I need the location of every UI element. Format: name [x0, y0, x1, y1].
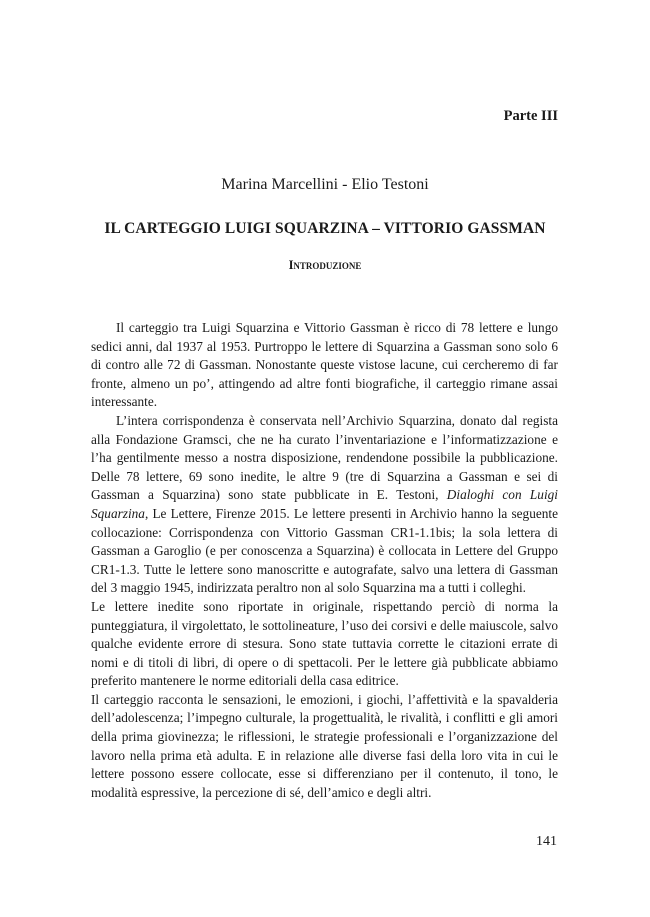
- paragraph-2-text-b: , Le Lettere, Firenze 2015. Le lettere presenti in Archivio hanno la seguente collocazione: Corrispondenza con Vittorio Gassman CR1-1.1bis; la sola lettera di Gassman a Garoglio (e per conoscenza a Squarzina) è collocata in Lettere del Gruppo CR1-1.3. Tutte le lettere sono manoscritte e autografate, salvo una lettera di Gassman del 3 maggio 1945, indirizzata peraltro non al solo Squarzina ma a tutti i colleghi.: [91, 505, 558, 596]
- body-text: [91, 319, 558, 802]
- part-heading: Parte III: [503, 108, 558, 124]
- paragraph-1: Il carteggio tra Luigi Squarzina e Vittorio Gassman è ricco di 78 lettere e lungo sedici anni, dal 1937 al 1953. Purtroppo le lettere di Squarzina a Gassman sono solo 6 di contro alle 72 di Gassman. Nonostante queste vistose lacune, cui cercheremo di far fronte, almeno un po’, attingendo ad altre fonti biografiche, il carteggio rimane assai interessante.: [91, 320, 558, 410]
- paragraph-3: Le lettere inedite sono riportate in originale, rispettando perciò di norma la punteggiatura, il virgolettato, le sottolineature, l’uso dei corsivi e delle maiuscole, salvo qualche evidente errore di stesura. Sono state tuttavia corrette le citazioni errate di nomi e di titoli di libri, di opere o di spettacoli. Per le lettere già pubblicate abbiamo preferito mantenere le norme editoriali della casa editrice.: [91, 598, 558, 689]
- book-title-italic: Dialoghi con Luigi Squarzina: [91, 487, 558, 521]
- author-names: Marina Marcellini - Elio Testoni: [221, 176, 429, 193]
- chapter-title: IL CARTEGGIO LUIGI SQUARZINA – VITTORIO GASSMAN: [104, 220, 546, 237]
- paragraph-2-text-a: L’intera corrispondenza è conservata nell’Archivio Squarzina, donato dal regista alla Fondazione Gramsci, che ne ha curato l’inventariazione e l’informatizzazione e l’ha gentilmente messo a nostra disposizione, rendendone possibile la pubblicazione. Delle 78 lettere, 69 sono inedite, le altre 9 (tre di Squarzina a Gassman e sei di Gassman a Squarzina) sono state pubblicate in E. Testoni,: [91, 412, 558, 503]
- paragraph-4: Il carteggio racconta le sensazioni, le emozioni, i giochi, l’affettività e la spavalderia dell’adolescenza; l’impegno culturale, la progettualità, le rivalità, i conflitti e gli amori della prima giovinezza; le riflessioni, le strategie professionali e l’organizzazione del lavoro nella prima età adulta. E in relazione alle diverse fasi della loro vita in cui le lettere possono essere collocate, esse si differenziano per il contenuto, il tono, le modalità espressive, la percezione di sé, dell’amico e degli altri.: [91, 691, 558, 800]
- page-number: 141: [536, 834, 557, 849]
- section-heading: Introduzione: [288, 258, 362, 272]
- paragraph-2: [91, 412, 558, 598]
